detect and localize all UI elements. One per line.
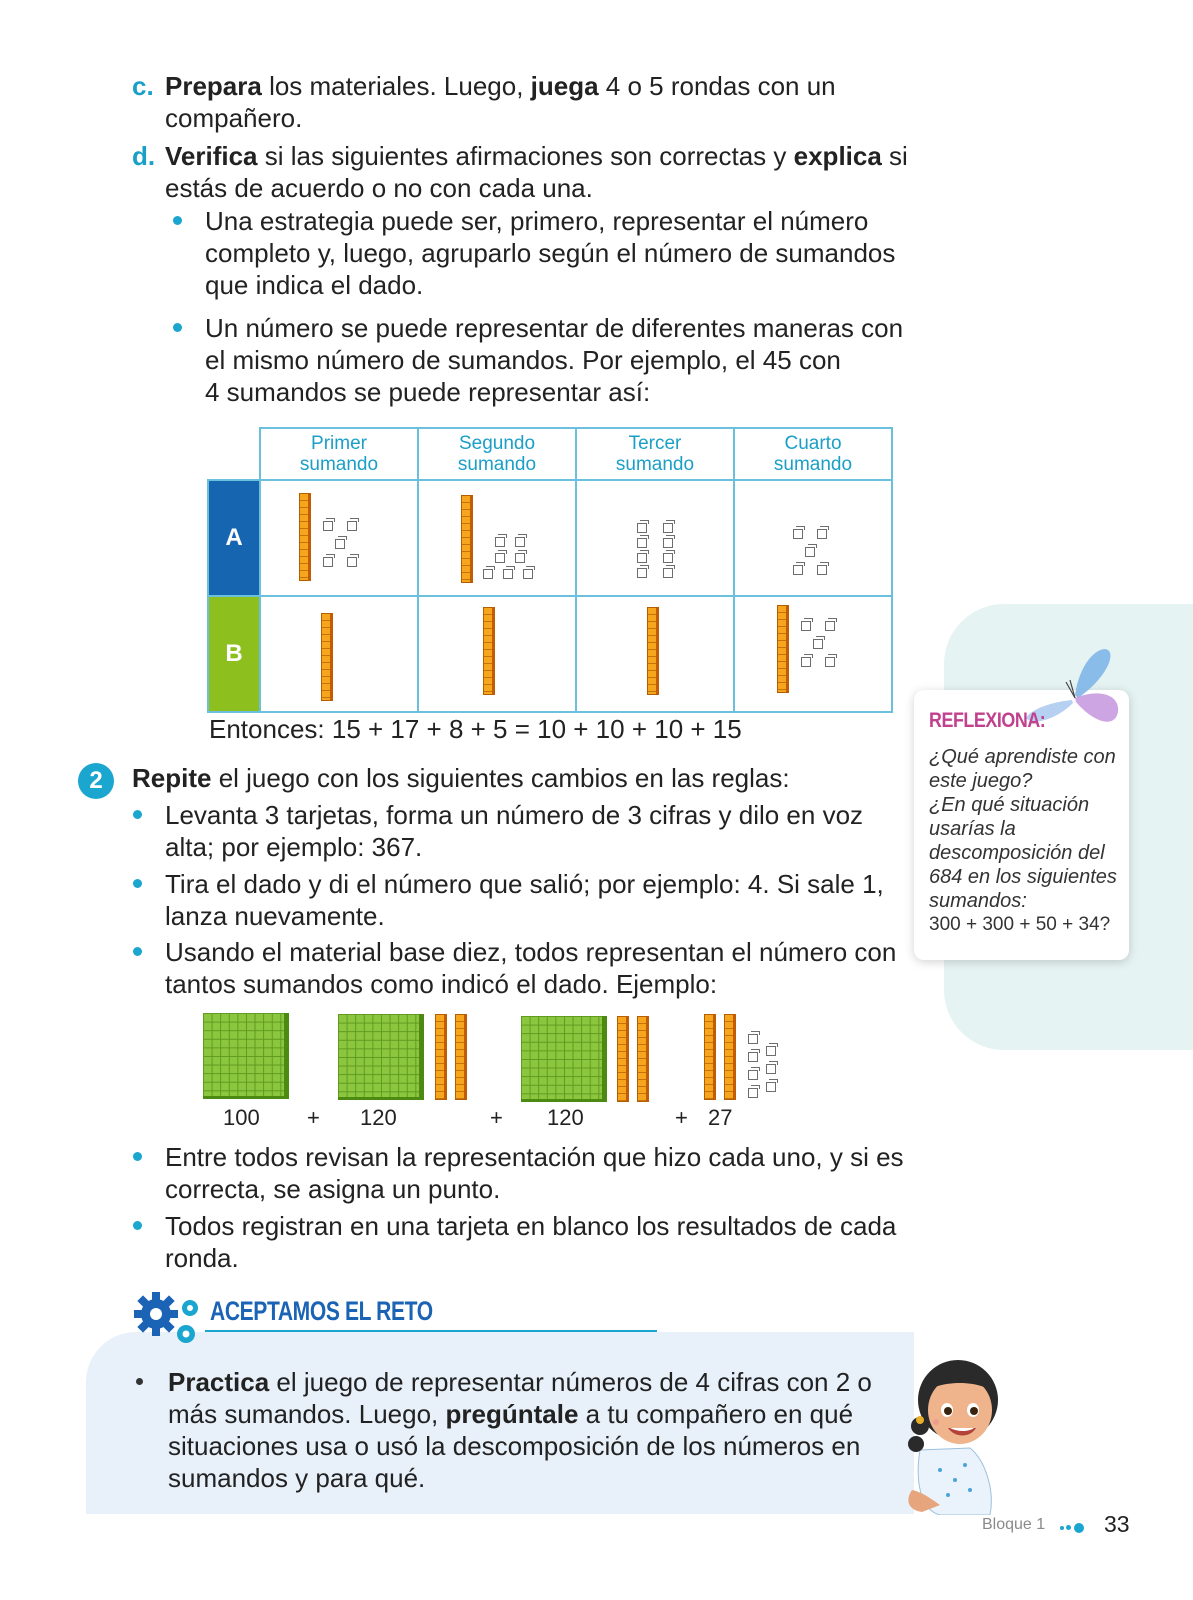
unit-cube xyxy=(515,553,525,563)
unit-cube xyxy=(347,521,357,531)
a2-bullet-1-line1: Levanta 3 tarjetas, forma un número de 3 cifras y dilo en voz xyxy=(165,800,864,830)
a2-bullet-5-line1: Todos registran en una tarjeta en blanco los resultados de cada xyxy=(165,1211,897,1241)
cell-a4 xyxy=(734,480,892,596)
ten-rod xyxy=(637,1016,649,1102)
girl-illustration xyxy=(900,1340,1012,1515)
unit-cube xyxy=(663,568,673,578)
cell-b3 xyxy=(576,596,734,712)
reto-text2a: más sumandos. Luego, xyxy=(168,1399,446,1429)
a2-bullet-2-line2: lanza nuevamente. xyxy=(165,901,385,931)
item-d-verb-explica: explica xyxy=(793,141,882,171)
reto-text1: el juego de representar números de 4 cifras con 2 o xyxy=(269,1367,872,1397)
reto-text xyxy=(168,1366,872,1494)
reflexiona-text xyxy=(929,745,1124,937)
unit-cube xyxy=(323,557,333,567)
label-plus: + xyxy=(307,1105,320,1130)
ten-rod xyxy=(724,1014,736,1100)
footer-section: Bloque 1 xyxy=(982,1516,1046,1533)
activity2-verb-repite: Repite xyxy=(132,763,212,793)
bullet-dot xyxy=(173,216,182,225)
header-segundo: Segundo sumando xyxy=(418,428,576,480)
bullet-dot xyxy=(136,1378,143,1385)
item-c-letter: c. xyxy=(132,71,154,101)
unit-cube xyxy=(748,1070,758,1080)
activity-number-badge xyxy=(78,763,114,799)
unit-cube xyxy=(805,547,815,557)
header-tercer: Tercer sumando xyxy=(576,428,734,480)
unit-cube xyxy=(637,538,647,548)
unit-cube xyxy=(817,529,827,539)
item-c-verb-prepara: Prepara xyxy=(165,71,262,101)
unit-cube xyxy=(663,523,673,533)
reto-line3: situaciones usa o usó la descomposición de los números en xyxy=(168,1431,861,1461)
reflexiona-line: este juego? xyxy=(929,770,1033,792)
hundred-flat xyxy=(338,1014,424,1100)
cell-b2 xyxy=(418,596,576,712)
bullet-dot xyxy=(173,323,182,332)
unit-cube xyxy=(813,639,823,649)
a2-bullet-5-line2: ronda. xyxy=(165,1243,239,1273)
reto-title: ACEPTAMOS EL RETO xyxy=(210,1296,433,1326)
bullet-dot xyxy=(133,879,142,888)
cell-a2 xyxy=(418,480,576,596)
item-c-text2: 4 o 5 rondas con un xyxy=(598,71,836,101)
ten-rod xyxy=(647,607,659,695)
item-c-verb-juega: juega xyxy=(530,71,599,101)
item-c xyxy=(132,70,892,133)
reflexiona-sum: 300 + 300 + 50 + 34? xyxy=(929,914,1111,935)
unit-cube xyxy=(766,1046,776,1056)
label-plus: + xyxy=(675,1105,688,1130)
ten-rod xyxy=(483,607,495,695)
label-100: 100 xyxy=(223,1105,260,1130)
a2-bullet-3 xyxy=(165,936,896,1000)
ten-rod xyxy=(435,1014,447,1100)
page-number: 33 xyxy=(1104,1511,1130,1537)
a2-bullet-1 xyxy=(165,799,863,863)
unit-cube xyxy=(483,569,493,579)
item-d-letter: d. xyxy=(132,141,156,171)
item-c-text1: los materiales. Luego, xyxy=(261,71,531,101)
d-bullet-2-line2: el mismo número de sumandos. Por ejemplo, el 45 con xyxy=(205,345,841,375)
unit-cube xyxy=(323,521,333,531)
unit-cube xyxy=(335,539,345,549)
ten-rod xyxy=(704,1014,716,1100)
label-plus: + xyxy=(490,1105,503,1130)
reflexiona-line: 684 en los siguientes xyxy=(929,866,1117,888)
a2-bullet-3-line1: Usando el material base diez, todos representan el número con xyxy=(165,937,897,967)
reto-verb-preguntale: pregúntale xyxy=(445,1399,579,1429)
cell-b4 xyxy=(734,596,892,712)
unit-cube xyxy=(495,553,505,563)
cell-a1 xyxy=(260,480,418,596)
label-27: 27 xyxy=(708,1105,733,1130)
item-d-verb-verifica: Verifica xyxy=(165,141,258,171)
d-bullet-2-line1: Un número se puede representar de diferentes maneras con xyxy=(205,313,904,343)
reto-verb-practica: Practica xyxy=(168,1367,270,1397)
unit-cube xyxy=(793,529,803,539)
unit-cube xyxy=(748,1034,758,1044)
label-120: 120 xyxy=(360,1105,397,1130)
unit-cube xyxy=(347,557,357,567)
ten-rod xyxy=(461,495,473,583)
item-d-text2: si xyxy=(881,141,908,171)
unit-cube xyxy=(523,569,533,579)
a2-bullet-3-line2: tantos sumandos como indicó el dado. Ejemplo: xyxy=(165,969,718,999)
ten-rod xyxy=(617,1016,629,1102)
cell-a3 xyxy=(576,480,734,596)
item-d-line2: estás de acuerdo o no con cada una. xyxy=(165,173,593,203)
label-120: 120 xyxy=(547,1105,584,1130)
sumandos-table xyxy=(207,427,893,713)
reflexiona-line: usarías la xyxy=(929,818,1016,840)
header-cuarto: Cuarto sumando xyxy=(734,428,892,480)
unit-cube xyxy=(663,553,673,563)
row-label-a: A xyxy=(208,480,260,596)
bullet-dot xyxy=(133,1221,142,1230)
a2-bullet-4-line2: correcta, se asigna un punto. xyxy=(165,1174,501,1204)
item-d xyxy=(132,140,908,203)
activity-number: 2 xyxy=(89,767,103,794)
unit-cube xyxy=(825,657,835,667)
unit-cube xyxy=(637,568,647,578)
reto-line4: sumandos y para qué. xyxy=(168,1463,426,1493)
table-summary: Entonces: 15 + 17 + 8 + 5 = 10 + 10 + 10 + 15 xyxy=(209,714,742,744)
activity2-text: el juego con los siguientes cambios en las reglas: xyxy=(211,763,790,793)
reto-underline xyxy=(205,1330,657,1332)
row-label-b: B xyxy=(208,596,260,712)
bullet-dot xyxy=(133,947,142,956)
unit-cube xyxy=(663,538,673,548)
d-bullet-1 xyxy=(205,205,895,301)
hundred-flat xyxy=(203,1013,289,1099)
hundred-flat xyxy=(521,1016,607,1102)
unit-cube xyxy=(766,1082,776,1092)
a2-bullet-2-line1: Tira el dado y di el número que salió; por ejemplo: 4. Si sale 1, xyxy=(165,869,884,899)
unit-cube xyxy=(637,553,647,563)
a2-bullet-1-line2: alta; por ejemplo: 367. xyxy=(165,832,423,862)
bullet-dot xyxy=(133,810,142,819)
cell-b1 xyxy=(260,596,418,712)
footer-dots-icon xyxy=(1060,1522,1086,1534)
bullet-dot xyxy=(133,1152,142,1161)
unit-cube xyxy=(503,569,513,579)
reflexiona-line: ¿Qué aprendiste con xyxy=(929,746,1116,768)
item-c-line2: compañero. xyxy=(165,103,303,133)
d-bullet-2 xyxy=(205,312,903,408)
d-bullet-1-line1: Una estrategia puede ser, primero, representar el número xyxy=(205,206,869,236)
a2-bullet-2 xyxy=(165,868,884,932)
d-bullet-1-line2: completo y, luego, agruparlo según el número de sumandos xyxy=(205,238,896,268)
example-labels xyxy=(0,1105,800,1135)
unit-cube xyxy=(766,1064,776,1074)
d-bullet-2-line3: 4 sumandos se puede representar así: xyxy=(205,377,651,407)
reflexiona-line: ¿En qué situación xyxy=(929,794,1090,816)
unit-cube xyxy=(495,537,505,547)
reto-text2b: a tu compañero en qué xyxy=(578,1399,854,1429)
unit-cube xyxy=(748,1052,758,1062)
d-bullet-1-line3: que indica el dado. xyxy=(205,270,424,300)
unit-cube xyxy=(637,523,647,533)
item-d-text1: si las siguientes afirmaciones son correctas y xyxy=(257,141,794,171)
ten-rod xyxy=(455,1014,467,1100)
unit-cube xyxy=(748,1088,758,1098)
unit-cube xyxy=(825,621,835,631)
a2-bullet-4-line1: Entre todos revisan la representación que hizo cada uno, y si es xyxy=(165,1142,904,1172)
reflexiona-title: REFLEXIONA: xyxy=(929,709,1046,732)
ten-rod xyxy=(299,493,311,581)
unit-cube xyxy=(801,621,811,631)
unit-cube xyxy=(817,565,827,575)
ten-rod xyxy=(321,613,333,701)
activity2-instruction xyxy=(132,762,790,794)
unit-cube xyxy=(801,657,811,667)
reflexiona-line: descomposición del xyxy=(929,842,1105,864)
reflexiona-line: sumandos: xyxy=(929,890,1027,912)
header-primer: Primer sumando xyxy=(260,428,418,480)
unit-cube xyxy=(793,565,803,575)
a2-bullet-5 xyxy=(165,1210,896,1274)
gears-icon xyxy=(130,1288,206,1348)
ten-rod xyxy=(777,605,789,693)
unit-cube xyxy=(515,537,525,547)
a2-bullet-4 xyxy=(165,1141,904,1205)
